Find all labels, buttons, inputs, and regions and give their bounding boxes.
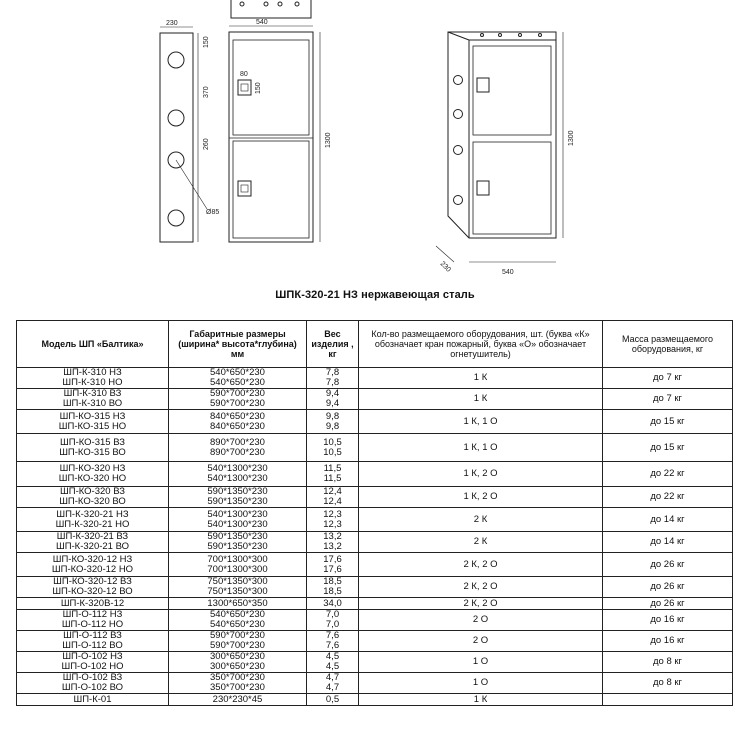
- model-cell: [17, 694, 169, 706]
- iso-hole: [454, 146, 463, 155]
- size-cell-text: 840*650*230: [210, 420, 265, 432]
- model-cell-text: ШП-КО-320-12 НЗ: [52, 553, 133, 565]
- mass-cell: [603, 508, 733, 532]
- weight-cell-text: 18,5: [323, 576, 342, 587]
- mass-cell-text: до 8 кг: [652, 656, 682, 667]
- side-view: [160, 33, 193, 242]
- size-cell-text: 540*1300*230: [207, 508, 268, 520]
- equipment-cell: [359, 553, 603, 577]
- model-cell: [17, 610, 169, 631]
- table-row: [17, 577, 733, 598]
- weight-cell-text: 13,2: [323, 541, 342, 552]
- weight-cell-text: 11,5: [323, 463, 342, 474]
- dim-side-width: 230: [166, 20, 178, 27]
- weight-cell: [307, 694, 359, 706]
- size-cell: [169, 673, 307, 694]
- table-row: [17, 508, 733, 532]
- size-cell-text: 700*1300*300: [207, 553, 268, 565]
- weight-cell: [307, 553, 359, 577]
- size-cell-text: 590*700*230: [210, 640, 265, 651]
- weight-cell-text: 4,5: [325, 661, 340, 672]
- model-cell: [17, 577, 169, 598]
- model-cell: [17, 508, 169, 532]
- size-cell-text: 540*1300*230: [207, 473, 268, 484]
- equipment-cell: [359, 410, 603, 434]
- size-cell-text: 750*1350*300: [207, 576, 268, 587]
- weight-cell: [307, 434, 359, 462]
- model-cell-text: ШП-К-01: [73, 693, 112, 705]
- mass-cell: [603, 652, 733, 673]
- size-cell-text: 350*700*230: [210, 672, 265, 683]
- mass-cell-text: до 22 кг: [650, 491, 685, 502]
- front-view: [229, 32, 313, 242]
- model-cell-text: ШП-О-112 НЗ: [62, 609, 123, 620]
- model-cell-text: ШП-КО-320 ВЗ: [60, 486, 125, 497]
- weight-cell: [307, 487, 359, 508]
- equipment-cell: [359, 694, 603, 706]
- mass-cell-text: до 16 кг: [650, 635, 685, 646]
- model-cell-text: ШП-КО-315 НЗ: [59, 410, 126, 422]
- mass-cell-text: до 22 кг: [650, 468, 685, 479]
- weight-cell-text: 9,4: [325, 388, 340, 399]
- table-row: [17, 598, 733, 610]
- weight-cell-text: 12,3: [323, 508, 342, 520]
- model-cell: [17, 462, 169, 487]
- mass-cell: [603, 631, 733, 652]
- mass-cell: [603, 487, 733, 508]
- equipment-cell: [359, 631, 603, 652]
- mass-cell: [603, 694, 733, 706]
- technical-drawing: [0, 0, 750, 280]
- equipment-cell-text: 1 К, 2 О: [463, 491, 498, 502]
- mass-cell: [603, 598, 733, 610]
- weight-cell: [307, 389, 359, 410]
- size-cell-text: 540*650*230: [210, 609, 265, 620]
- header-weight: Вес изделия , кг: [307, 321, 359, 368]
- svg-text:150: 150: [203, 36, 210, 48]
- size-cell-text: 540*650*230: [210, 619, 265, 630]
- svg-text:230: 230: [438, 260, 452, 274]
- weight-cell-text: 34,0: [323, 597, 342, 609]
- weight-cell: [307, 598, 359, 610]
- model-cell: [17, 631, 169, 652]
- equipment-cell-text: 2 К, 2 О: [463, 581, 498, 592]
- svg-text:1300: 1300: [568, 130, 575, 146]
- size-cell-text: 540*1300*230: [207, 518, 268, 530]
- equipment-cell: [359, 577, 603, 598]
- size-cell: [169, 389, 307, 410]
- weight-cell-text: 7,6: [325, 640, 340, 651]
- size-cell-text: 300*650*230: [210, 661, 265, 672]
- side-hole: [168, 210, 184, 226]
- header-mass: Масса размещаемого оборудования, кг: [603, 321, 733, 368]
- weight-cell-text: 12,4: [323, 496, 342, 507]
- model-cell-text: ШП-КО-320-12 ВЗ: [53, 576, 132, 587]
- size-cell-text: 590*1350*230: [207, 541, 268, 552]
- model-cell-text: ШП-О-112 ВО: [62, 640, 123, 651]
- svg-text:80: 80: [240, 71, 248, 78]
- table-row: [17, 462, 733, 487]
- model-cell-text: ШП-К-320-21 ВО: [55, 541, 130, 552]
- size-cell-text: 300*650*230: [210, 651, 265, 662]
- model-cell-text: ШП-КО-320 НО: [58, 473, 127, 484]
- model-cell-text: ШП-КО-320 ВО: [59, 496, 126, 507]
- size-cell: [169, 487, 307, 508]
- lock: [238, 181, 251, 196]
- size-cell-text: 890*700*230: [210, 436, 265, 448]
- table-row: [17, 532, 733, 553]
- table-row: [17, 553, 733, 577]
- svg-text:1300: 1300: [325, 132, 332, 148]
- model-cell-text: ШП-О-102 ВЗ: [62, 672, 123, 683]
- weight-cell-text: 18,5: [323, 586, 342, 597]
- weight-cell-text: 7,6: [325, 630, 340, 641]
- size-cell: [169, 577, 307, 598]
- model-cell-text: ШП-О-102 НО: [61, 661, 124, 672]
- mass-cell: [603, 389, 733, 410]
- model-cell-text: ШП-КО-315 НО: [58, 420, 127, 432]
- model-cell: [17, 553, 169, 577]
- equipment-cell-text: 2 О: [472, 635, 489, 646]
- svg-text:150: 150: [255, 82, 262, 94]
- weight-cell-text: 12,4: [323, 486, 342, 497]
- size-cell-text: 590*700*230: [210, 398, 265, 409]
- equipment-cell-text: 1 К, 2 О: [463, 468, 498, 479]
- mass-cell: [603, 462, 733, 487]
- weight-cell: [307, 410, 359, 434]
- lock: [238, 80, 251, 95]
- weight-cell-text: 7,0: [325, 609, 340, 620]
- equipment-cell-text: 1 К, 1 О: [463, 441, 498, 453]
- side-hole: [168, 110, 184, 126]
- table-row: [17, 694, 733, 706]
- mass-cell-text: до 8 кг: [652, 677, 682, 688]
- mass-cell: [603, 673, 733, 694]
- table-row: [17, 368, 733, 389]
- equipment-cell: [359, 673, 603, 694]
- mass-cell-text: до 14 кг: [650, 513, 685, 525]
- table-row: [17, 631, 733, 652]
- weight-cell: [307, 577, 359, 598]
- weight-cell-text: 17,6: [323, 563, 342, 575]
- equipment-cell: [359, 610, 603, 631]
- weight-cell-text: 10,5: [323, 446, 342, 458]
- weight-cell-text: 7,8: [325, 377, 340, 388]
- specification-table: [16, 320, 733, 706]
- svg-text:370: 370: [203, 86, 210, 98]
- size-cell: [169, 434, 307, 462]
- equipment-cell-text: 1 К, 1 О: [463, 415, 498, 427]
- size-cell-text: 590*700*230: [210, 388, 265, 399]
- table-row: [17, 389, 733, 410]
- model-cell-text: ШП-К-320-21 НЗ: [56, 508, 129, 520]
- mass-cell-text: до 26 кг: [650, 581, 685, 592]
- model-cell-text: ШП-К-320-21 ВЗ: [56, 531, 129, 542]
- weight-cell-text: 9,4: [325, 398, 340, 409]
- weight-cell: [307, 610, 359, 631]
- lock: [477, 78, 489, 92]
- mass-cell: [603, 410, 733, 434]
- dim-hole-diameter: Ø85: [206, 209, 220, 216]
- model-cell-text: ШП-О-102 ВО: [61, 682, 124, 693]
- weight-cell-text: 11,5: [323, 473, 342, 484]
- equipment-cell-text: 1 О: [472, 656, 489, 667]
- size-cell: [169, 410, 307, 434]
- mass-cell-text: до 26 кг: [650, 597, 685, 609]
- size-cell: [169, 610, 307, 631]
- equipment-cell-text: 2 О: [472, 614, 489, 625]
- iso-hole: [454, 196, 463, 205]
- mass-cell-text: до 15 кг: [650, 415, 685, 427]
- weight-cell-text: 17,6: [323, 553, 342, 565]
- model-cell-text: ШП-О-112 НО: [61, 619, 124, 630]
- svg-text:260: 260: [203, 138, 210, 150]
- size-cell-text: 700*1300*300: [207, 563, 268, 575]
- size-cell-text: 540*650*230: [210, 377, 265, 388]
- dim-front-width: 540: [256, 19, 268, 26]
- iso-hole: [454, 110, 463, 119]
- weight-cell: [307, 631, 359, 652]
- model-cell: [17, 368, 169, 389]
- size-cell-text: 590*1350*230: [207, 486, 268, 497]
- mass-cell-text: до 7 кг: [652, 372, 682, 383]
- size-cell-text: 230*230*45: [212, 693, 263, 705]
- table-row: [17, 434, 733, 462]
- weight-cell: [307, 508, 359, 532]
- model-cell-text: ШП-К-320В-12: [60, 597, 125, 609]
- size-cell-text: 1300*650*350: [207, 597, 268, 609]
- model-cell: [17, 673, 169, 694]
- size-cell: [169, 508, 307, 532]
- equipment-cell-text: 1 О: [472, 677, 489, 688]
- weight-cell-text: 4,5: [325, 651, 340, 662]
- weight-cell-text: 0,5: [325, 693, 340, 705]
- lock: [477, 181, 489, 195]
- table-row: [17, 610, 733, 631]
- header-size: Габаритные размеры (ширина* высота*глубина) мм: [169, 321, 307, 368]
- mass-cell-text: до 15 кг: [650, 441, 685, 453]
- model-cell: [17, 598, 169, 610]
- size-cell-text: 540*650*230: [210, 367, 265, 378]
- table-row: [17, 652, 733, 673]
- mass-cell: [603, 434, 733, 462]
- equipment-cell: [359, 598, 603, 610]
- size-cell-text: 840*650*230: [210, 410, 265, 422]
- equipment-cell: [359, 532, 603, 553]
- equipment-cell: [359, 652, 603, 673]
- size-cell: [169, 694, 307, 706]
- size-cell-text: 890*700*230: [210, 446, 265, 458]
- mass-cell-text: до 7 кг: [652, 393, 682, 404]
- weight-cell-text: 13,2: [323, 531, 342, 542]
- header-equipment: Кол-во размещаемого оборудования, шт. (буква «К» обозначает кран пожарный, буква «О» обозначает огнетушитель): [359, 321, 603, 368]
- weight-cell: [307, 462, 359, 487]
- equipment-cell-text: 1 К: [473, 393, 488, 404]
- weight-cell-text: 9,8: [325, 420, 340, 432]
- equipment-cell: [359, 508, 603, 532]
- size-cell: [169, 368, 307, 389]
- model-cell-text: ШП-КО-320-12 НО: [51, 563, 134, 575]
- model-cell-text: ШП-К-310 ВО: [62, 398, 123, 409]
- model-cell-text: ШП-К-320-21 НО: [55, 518, 130, 530]
- size-cell: [169, 553, 307, 577]
- model-cell-text: ШП-О-102 НЗ: [62, 651, 123, 662]
- equipment-cell: [359, 462, 603, 487]
- model-cell: [17, 487, 169, 508]
- equipment-cell-text: 2 К: [473, 536, 488, 547]
- model-cell-text: ШП-К-310 ВЗ: [63, 388, 122, 399]
- size-cell: [169, 598, 307, 610]
- equipment-cell-text: 2 К, 2 О: [463, 558, 498, 570]
- model-cell-text: ШП-КО-315 ВЗ: [60, 436, 125, 448]
- size-cell-text: 350*700*230: [210, 682, 265, 693]
- size-cell-text: 590*1350*230: [207, 496, 268, 507]
- equipment-cell: [359, 434, 603, 462]
- model-cell-text: ШП-О-112 ВЗ: [63, 630, 122, 641]
- model-cell: [17, 532, 169, 553]
- size-cell-text: 750*1350*300: [207, 586, 268, 597]
- table-row: [17, 673, 733, 694]
- svg-text:540: 540: [502, 269, 514, 276]
- equipment-cell: [359, 368, 603, 389]
- mass-cell: [603, 532, 733, 553]
- model-cell: [17, 434, 169, 462]
- table-row: [17, 410, 733, 434]
- model-cell: [17, 652, 169, 673]
- equipment-cell-text: 1 К: [473, 372, 488, 383]
- size-cell-text: 590*700*230: [210, 630, 265, 641]
- equipment-cell-text: 2 К, 2 О: [463, 597, 498, 609]
- mass-cell: [603, 610, 733, 631]
- model-cell-text: ШП-К-310 НО: [62, 377, 123, 388]
- weight-cell-text: 12,3: [323, 518, 342, 530]
- mass-cell: [603, 553, 733, 577]
- table-row: [17, 487, 733, 508]
- equipment-cell: [359, 487, 603, 508]
- mass-cell-text: до 16 кг: [650, 614, 685, 625]
- page-title: ШПК-320-21 НЗ нержавеющая сталь: [275, 289, 475, 301]
- model-cell-text: ШП-КО-320-12 ВО: [52, 586, 133, 597]
- weight-cell-text: 4,7: [325, 682, 340, 693]
- size-cell: [169, 532, 307, 553]
- equipment-cell-text: 2 К: [473, 513, 488, 525]
- mass-cell-text: до 14 кг: [650, 536, 685, 547]
- weight-cell-text: 7,0: [325, 619, 340, 630]
- iso-hole: [454, 76, 463, 85]
- weight-cell: [307, 532, 359, 553]
- equipment-cell-text: 1 К: [473, 693, 488, 705]
- model-cell: [17, 389, 169, 410]
- mass-cell: [603, 577, 733, 598]
- table-header-row: [17, 321, 733, 368]
- equipment-cell: [359, 389, 603, 410]
- weight-cell: [307, 652, 359, 673]
- side-hole: [168, 52, 184, 68]
- weight-cell-text: 7,8: [325, 367, 340, 378]
- mass-cell-text: до 26 кг: [650, 558, 685, 570]
- weight-cell-text: 4,7: [325, 672, 340, 683]
- size-cell: [169, 462, 307, 487]
- model-cell-text: ШП-КО-315 ВО: [59, 446, 126, 458]
- model-cell-text: ШП-КО-320 НЗ: [59, 463, 126, 474]
- model-cell: [17, 410, 169, 434]
- weight-cell: [307, 673, 359, 694]
- size-cell-text: 590*1350*230: [207, 531, 268, 542]
- size-cell: [169, 631, 307, 652]
- weight-cell-text: 10,5: [323, 436, 342, 448]
- size-cell-text: 540*1300*230: [207, 463, 268, 474]
- weight-cell-text: 9,8: [325, 410, 340, 422]
- size-cell: [169, 652, 307, 673]
- header-model: Модель ШП «Балтика»: [17, 321, 169, 368]
- model-cell-text: ШП-К-310 НЗ: [63, 367, 122, 378]
- weight-cell: [307, 368, 359, 389]
- mass-cell: [603, 368, 733, 389]
